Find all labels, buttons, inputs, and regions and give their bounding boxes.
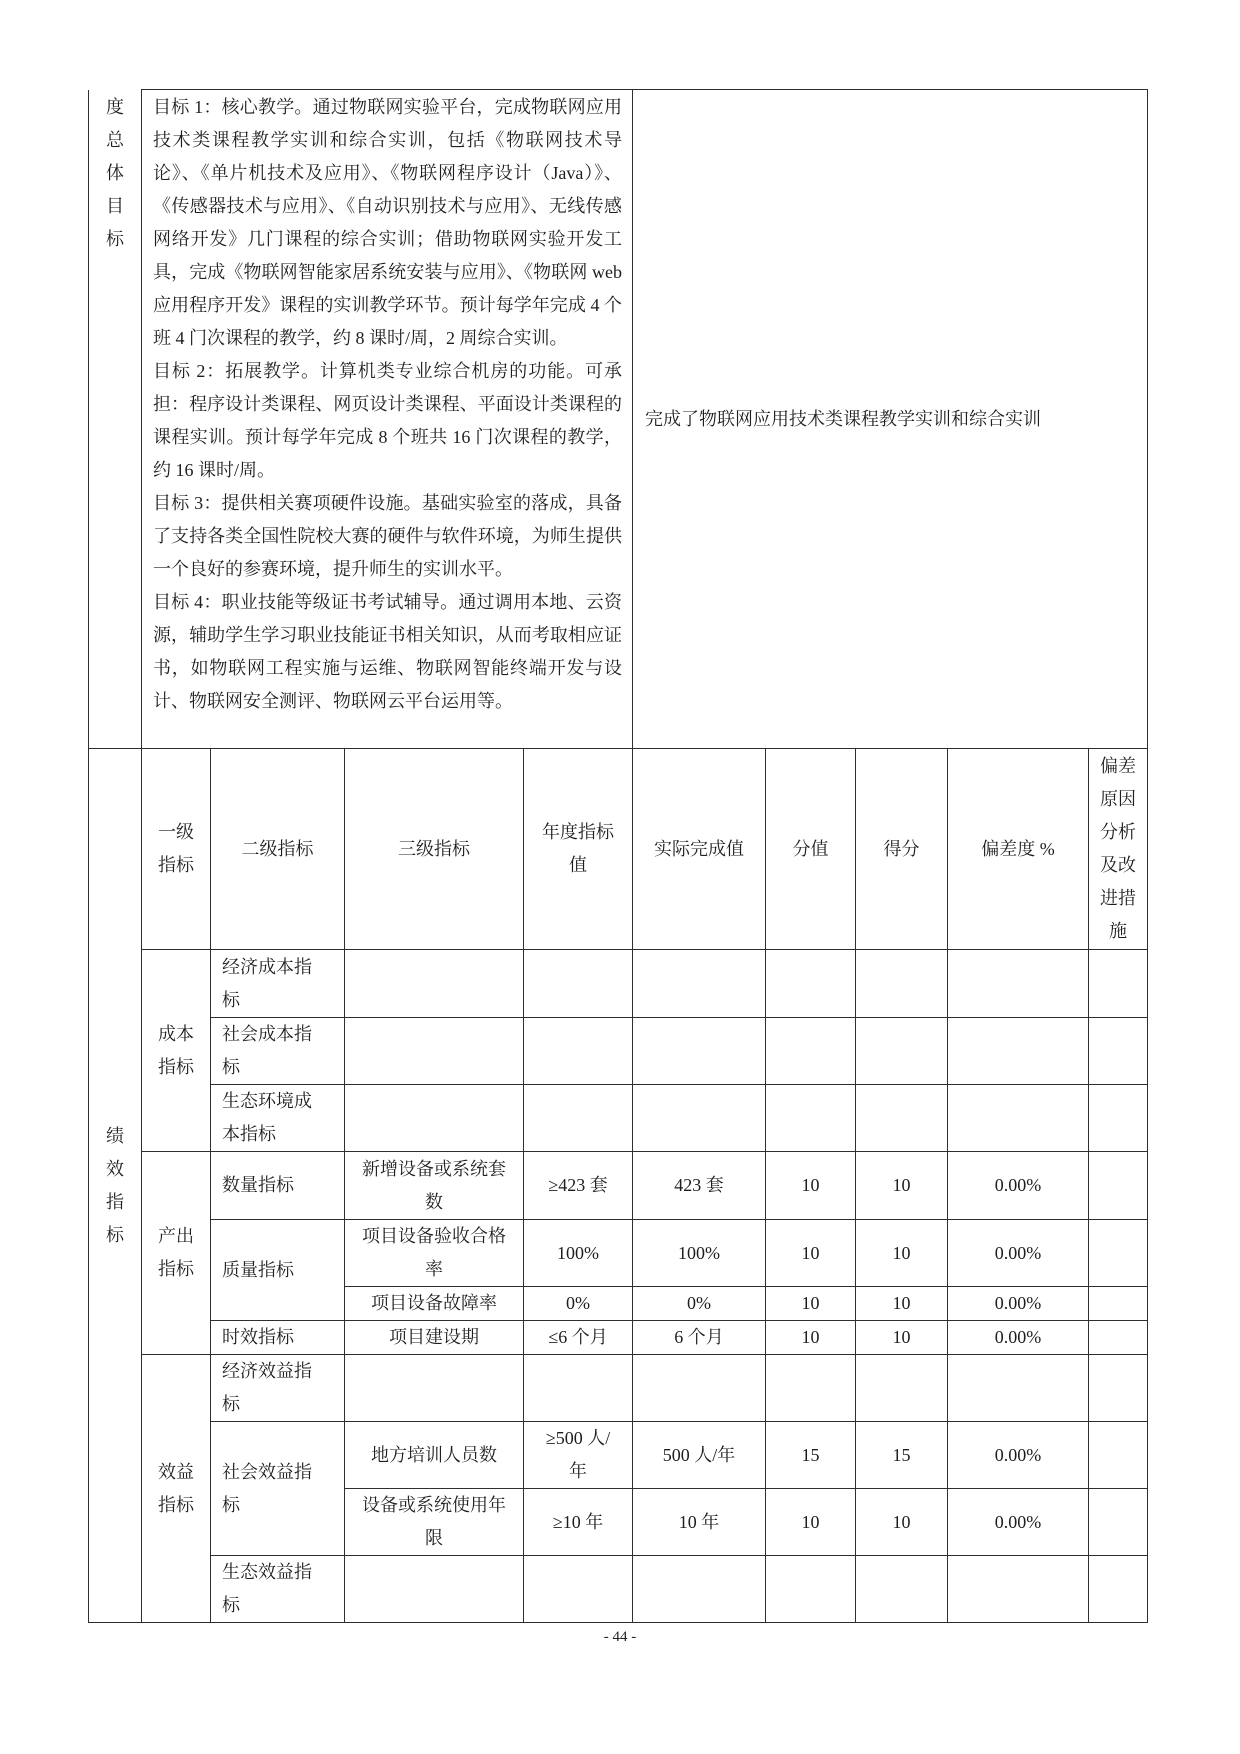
target-cell xyxy=(524,1085,633,1152)
level2-cell: 生态效益指标 xyxy=(211,1556,345,1623)
actual-cell xyxy=(633,950,766,1018)
score-cell: 10 xyxy=(856,1220,948,1287)
table-header-row xyxy=(89,749,1148,950)
level1-cost: 成本指标 xyxy=(142,950,211,1152)
actual-cell xyxy=(633,1556,766,1623)
target-cell: 100% xyxy=(524,1220,633,1287)
target-cell xyxy=(524,1018,633,1085)
table-row xyxy=(89,1152,1148,1220)
level2-cell: 经济效益指标 xyxy=(211,1355,345,1422)
header-actual: 实际完成值 xyxy=(633,749,766,950)
reason-cell xyxy=(1089,1018,1148,1085)
score-cell: 10 xyxy=(856,1287,948,1321)
deviation-cell xyxy=(948,1556,1089,1623)
deviation-cell xyxy=(948,1018,1089,1085)
level3-cell: 项目建设期 xyxy=(345,1321,524,1355)
performance-side-label: 绩效指标 xyxy=(89,749,142,1623)
level3-cell: 项目设备故障率 xyxy=(345,1287,524,1321)
actual-cell: 423 套 xyxy=(633,1152,766,1220)
reason-cell xyxy=(1089,1321,1148,1355)
score-cell xyxy=(856,1556,948,1623)
weight-cell: 10 xyxy=(766,1152,856,1220)
reason-cell xyxy=(1089,1287,1148,1321)
score-cell: 10 xyxy=(856,1489,948,1556)
level2-cell: 经济成本指标 xyxy=(211,950,345,1018)
table-row xyxy=(89,1085,1148,1152)
header-target: 年度指标值 xyxy=(524,749,633,950)
reason-cell xyxy=(1089,1085,1148,1152)
level1-benefit: 效益指标 xyxy=(142,1355,211,1623)
weight-cell: 10 xyxy=(766,1489,856,1556)
table-row xyxy=(89,1355,1148,1422)
level3-cell: 地方培训人员数 xyxy=(345,1422,524,1489)
weight-cell xyxy=(766,1556,856,1623)
target-cell: ≤6 个月 xyxy=(524,1321,633,1355)
table-row xyxy=(89,1018,1148,1085)
goal-2-text: 目标 2：拓展教学。计算机类专业综合机房的功能。可承担：程序设计类课程、网页设计类课程、平面设计类课程的课程实训。预计每学年完成 8 个班共 16 门次课程的教学，约 16 课时/周。 xyxy=(153,361,623,480)
level3-cell xyxy=(345,1556,524,1623)
level2-cell: 时效指标 xyxy=(211,1321,345,1355)
score-cell: 10 xyxy=(856,1152,948,1220)
table-row xyxy=(89,950,1148,1018)
score-cell xyxy=(856,1355,948,1422)
deviation-cell: 0.00% xyxy=(948,1287,1089,1321)
deviation-cell: 0.00% xyxy=(948,1152,1089,1220)
reason-cell xyxy=(1089,950,1148,1018)
header-weight: 分值 xyxy=(766,749,856,950)
header-deviation: 偏差度 % xyxy=(948,749,1089,950)
level3-cell xyxy=(345,1355,524,1422)
goal-3-text: 目标 3：提供相关赛项硬件设施。基础实验室的落成，具备了支持各类全国性院校大赛的硬件与软件环境，为师生提供一个良好的参赛环境，提升师生的实训水平。 xyxy=(153,493,623,579)
actual-cell: 100% xyxy=(633,1220,766,1287)
target-cell: ≥500 人/年 xyxy=(524,1422,633,1489)
deviation-cell: 0.00% xyxy=(948,1422,1089,1489)
deviation-cell: 0.00% xyxy=(948,1489,1089,1556)
target-cell: ≥10 年 xyxy=(524,1489,633,1556)
deviation-cell: 0.00% xyxy=(948,1220,1089,1287)
header-reason: 偏差原因分析及改进措施 xyxy=(1089,749,1148,950)
score-cell xyxy=(856,950,948,1018)
level3-cell xyxy=(345,1018,524,1085)
level3-cell: 项目设备验收合格率 xyxy=(345,1220,524,1287)
level2-cell: 质量指标 xyxy=(211,1220,345,1321)
deviation-cell xyxy=(948,1085,1089,1152)
reason-cell xyxy=(1089,1422,1148,1489)
actual-cell xyxy=(633,1085,766,1152)
level1-output: 产出指标 xyxy=(142,1152,211,1355)
actual-cell: 0% xyxy=(633,1287,766,1321)
deviation-cell: 0.00% xyxy=(948,1321,1089,1355)
actual-cell xyxy=(633,1355,766,1422)
annual-goals-side-label: 度总体目标 xyxy=(89,90,142,749)
target-cell: 0% xyxy=(524,1287,633,1321)
target-cell xyxy=(524,1355,633,1422)
score-cell xyxy=(856,1018,948,1085)
actual-cell: 500 人/年 xyxy=(633,1422,766,1489)
score-cell xyxy=(856,1085,948,1152)
target-cell: ≥423 套 xyxy=(524,1152,633,1220)
weight-cell xyxy=(766,1018,856,1085)
actual-cell: 10 年 xyxy=(633,1489,766,1556)
deviation-cell xyxy=(948,950,1089,1018)
header-level1: 一级指标 xyxy=(142,749,211,950)
reason-cell xyxy=(1089,1152,1148,1220)
level3-cell xyxy=(345,1085,524,1152)
level3-cell: 新增设备或系统套数 xyxy=(345,1152,524,1220)
weight-cell xyxy=(766,950,856,1018)
level2-cell: 社会效益指标 xyxy=(211,1422,345,1556)
target-cell xyxy=(524,950,633,1018)
weight-cell xyxy=(766,1085,856,1152)
target-cell xyxy=(524,1556,633,1623)
performance-target-table xyxy=(88,89,1148,1623)
actual-cell xyxy=(633,1018,766,1085)
table-row xyxy=(89,1220,1148,1287)
header-level3: 三级指标 xyxy=(345,749,524,950)
header-score: 得分 xyxy=(856,749,948,950)
level3-cell: 设备或系统使用年限 xyxy=(345,1489,524,1556)
reason-cell xyxy=(1089,1489,1148,1556)
weight-cell: 10 xyxy=(766,1220,856,1287)
goals-row xyxy=(89,90,1148,749)
score-cell: 10 xyxy=(856,1321,948,1355)
level2-cell: 数量指标 xyxy=(211,1152,345,1220)
table-row xyxy=(89,1422,1148,1489)
level2-cell: 社会成本指标 xyxy=(211,1018,345,1085)
reason-cell xyxy=(1089,1556,1148,1623)
level2-cell: 生态环境成本指标 xyxy=(211,1085,345,1152)
header-level2: 二级指标 xyxy=(211,749,345,950)
goals-cell xyxy=(142,90,633,749)
weight-cell: 10 xyxy=(766,1287,856,1321)
reason-cell xyxy=(1089,1355,1148,1422)
goal-1-text: 目标 1：核心教学。通过物联网实验平台，完成物联网应用技术类课程教学实训和综合实训，包括《物联网技术导论》、《单片机技术及应用》、《物联网程序设计（Java）》、《传感器技术与应用》、《自动识别技术与应用》、无线传感网络开发》几门课程的综合实训；借助物联网实验开发工具，完成《物联网智能家居系统安装与应用》、《物联网 web 应用程序开发》课程的实训教学环节。预计每学年完成 4 个班 4 门次课程的教学，约 8 课时/周，2 周综合实训。 xyxy=(153,97,623,348)
goal-4-text: 目标 4：职业技能等级证书考试辅导。通过调用本地、云资源，辅助学生学习职业技能证书相关知识，从而考取相应证书，如物联网工程实施与运维、物联网智能终端开发与设计、物联网安全测评、物联网云平台运用等。 xyxy=(153,592,623,711)
table-row xyxy=(89,1556,1148,1623)
weight-cell xyxy=(766,1355,856,1422)
table-row xyxy=(89,1321,1148,1355)
level3-cell xyxy=(345,950,524,1018)
actual-cell: 6 个月 xyxy=(633,1321,766,1355)
deviation-cell xyxy=(948,1355,1089,1422)
score-cell: 15 xyxy=(856,1422,948,1489)
weight-cell: 10 xyxy=(766,1321,856,1355)
completion-cell: 完成了物联网应用技术类课程教学实训和综合实训 xyxy=(633,90,1148,749)
weight-cell: 15 xyxy=(766,1422,856,1489)
reason-cell xyxy=(1089,1220,1148,1287)
page-number: - 44 - xyxy=(603,1629,637,1645)
